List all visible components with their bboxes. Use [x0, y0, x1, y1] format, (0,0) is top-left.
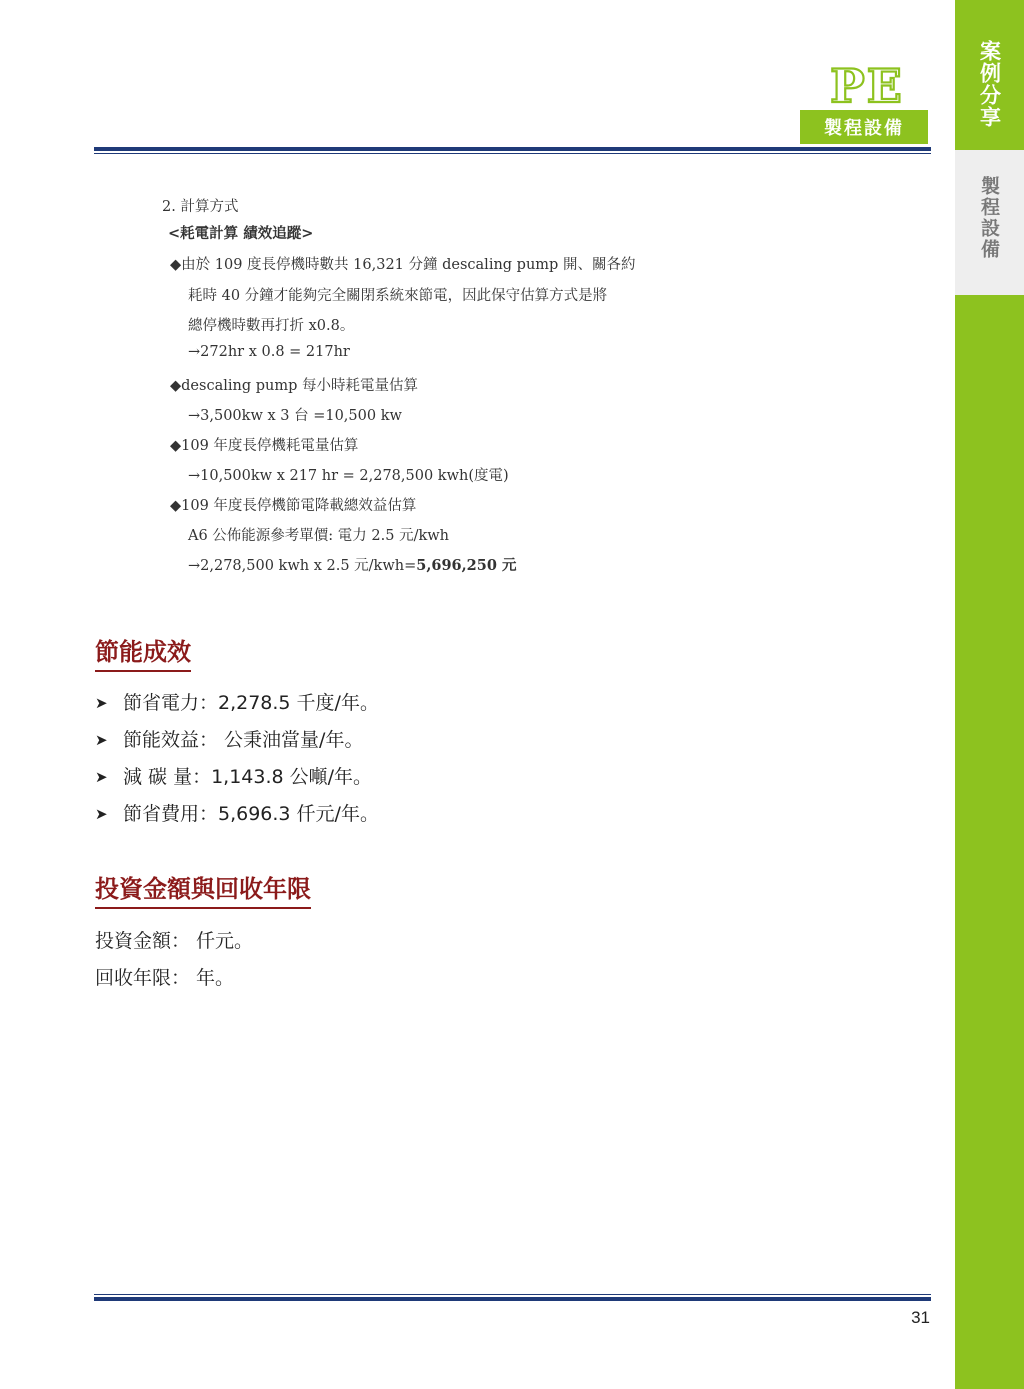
calc-line: ◆109 年度長停機耗電量估算: [170, 438, 359, 454]
calc-line: ◆109 年度長停機節電降載總效益估算: [170, 498, 417, 514]
savings-list: [95, 688, 379, 836]
calc-line: ◆由於 109 度長停機時數共 16,321 分鐘 descaling pump 開、關各約: [170, 257, 636, 273]
calc-line-result: [188, 554, 517, 575]
payback-period: 回收年限： 年。: [95, 967, 235, 989]
arrow-bullet-icon: ➤: [95, 805, 108, 823]
calc-subheading: <耗電計算 績效追蹤>: [168, 225, 314, 242]
page-number: 31: [911, 1308, 930, 1327]
list-item: ➤ 節能效益： 公秉油當量/年。: [95, 725, 379, 762]
side-tab-process-equipment[interactable]: [955, 150, 1024, 295]
pe-logo-icon: [812, 62, 922, 108]
calc-result-prefix: →2,278,500 kwh x 2.5 元/kwh=: [188, 558, 417, 574]
calc-line: →10,500kw x 217 hr = 2,278,500 kwh(度電): [188, 468, 509, 484]
calc-line: →3,500kw x 3 台 =10,500 kw: [188, 408, 402, 424]
investment-block: [95, 926, 253, 1000]
svg-text:PE: PE: [830, 62, 904, 108]
calc-line: A6 公佈能源參考單價: 電力 2.5 元/kwh: [188, 528, 449, 544]
arrow-bullet-icon: ➤: [95, 694, 108, 712]
investment-title: 投資金額與回收年限: [95, 869, 311, 909]
calc-line: 耗時 40 分鐘才能夠完全關閉系統來節電，因此保守估算方式是將: [188, 288, 608, 304]
calc-line: 總停機時數再打折 x0.8。: [188, 318, 355, 334]
list-item: ➤ 減 碳 量：1,143.8 公噸/年。: [95, 762, 379, 799]
side-tab-label: 製程設備: [978, 176, 1000, 260]
side-tab-case-share[interactable]: [955, 0, 1024, 150]
arrow-bullet-icon: ➤: [95, 768, 108, 786]
footer-rule-thin: [94, 1294, 931, 1295]
calc-line: →272hr x 0.8 = 217hr: [188, 344, 350, 360]
list-item: ➤ 節省費用：5,696.3 仟元/年。: [95, 799, 379, 836]
investment-amount: 投資金額： 仟元。: [95, 930, 254, 952]
arrow-bullet-icon: ➤: [95, 731, 108, 749]
header-rule: [94, 147, 931, 151]
logo-caption: 製程設備: [824, 118, 904, 139]
list-item: ➤ 節省電力：2,278.5 千度/年。: [95, 688, 379, 725]
calc-line: ◆descaling pump 每小時耗電量估算: [170, 378, 418, 394]
calc-result-value: 5,696,250 元: [416, 557, 517, 574]
savings-title: 節能成效: [95, 632, 191, 672]
calc-heading: 2. 計算方式: [162, 199, 239, 215]
side-tab-label: 案例分享: [977, 40, 1002, 128]
footer-rule: [94, 1297, 931, 1301]
logo-caption-box: [800, 110, 928, 144]
header-rule-thin: [94, 153, 931, 154]
